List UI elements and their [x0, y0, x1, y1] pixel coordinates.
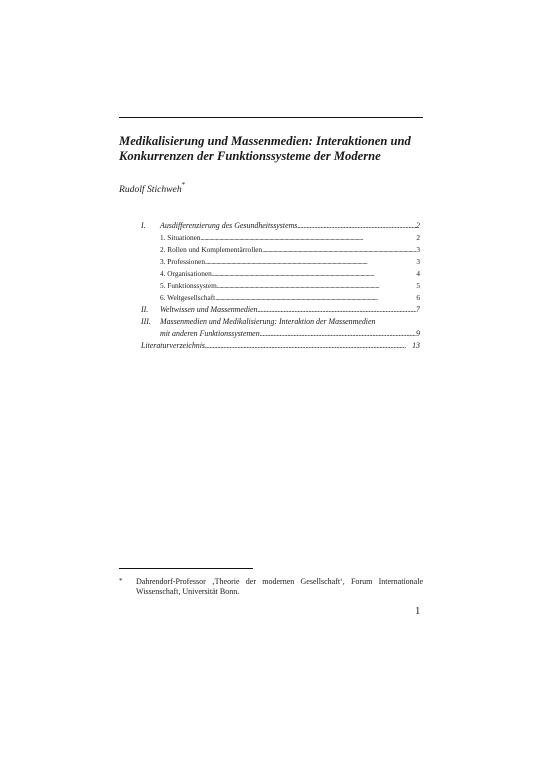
toc-entry-text: 5. Funktionssystem [160, 281, 217, 290]
toc-entry-number: I. [141, 221, 146, 230]
toc-entry-page: 4 [416, 269, 420, 278]
toc-entry-text: 3. Professionen [160, 257, 205, 266]
toc-entry-text: 1. Situationen [160, 233, 201, 242]
toc-entry-1-5[interactable] [141, 281, 420, 291]
footnote-text: Dahrendorf-Professor ‚Theorie der modernen Gesellschaft‘, Forum Internationale Wissenschaft, Universität Bonn. [136, 577, 423, 596]
toc-entry-1-3[interactable] [141, 257, 420, 267]
toc-leader-dots [257, 305, 416, 315]
toc-entry-text: 4. Organisationen [160, 269, 212, 278]
title-line-1: Medikalisierung und Massenmedien: Interaktionen und [119, 134, 411, 148]
toc-leader-dots [262, 245, 416, 255]
toc-entry-text: 6. Weltgesellschaft [160, 293, 216, 302]
toc-entry-page: 5 [416, 281, 420, 290]
footnote-rule [119, 568, 253, 569]
toc-entry-number: III. [141, 317, 151, 326]
toc-entry-number: II. [141, 305, 149, 314]
toc-entry-1-4[interactable] [141, 269, 420, 279]
page-number: 1 [415, 606, 421, 617]
toc-entry-page: 2 [416, 221, 420, 230]
toc-entry-text: Literaturverzeichnis [141, 341, 205, 350]
toc-entry-text: Ausdifferenzierung des Gesundheitssystems [160, 221, 298, 230]
author-name: Rudolf Stichweh [119, 184, 182, 196]
toc-entry-text: Massenmedien und Medikalisierung: Interaktion der Massenmedien [160, 317, 376, 326]
toc-leader-dots [297, 221, 416, 231]
toc-entry-3[interactable] [141, 317, 420, 327]
toc-entry-page: 9 [416, 329, 420, 338]
footnote-mark: * [119, 577, 123, 585]
toc-leader-dots [215, 293, 416, 303]
toc-entry-text: Weltwissen und Massenmedien [160, 305, 258, 314]
toc-leader-dots [201, 233, 417, 243]
top-rule [119, 117, 423, 118]
toc-entry-page: 13 [412, 341, 420, 350]
toc-entry-3-continuation[interactable] [160, 329, 420, 339]
toc-leader-dots [212, 269, 417, 279]
toc-entry-page: 3 [416, 257, 420, 266]
author-line [119, 182, 185, 195]
toc-leader-dots [260, 329, 416, 339]
toc-leader-dots [205, 341, 412, 351]
author-footnote-mark: * [181, 181, 186, 189]
toc-entry-1-1[interactable] [141, 233, 420, 243]
toc-entry-1-6[interactable] [141, 293, 420, 303]
toc-leader-dots [217, 281, 417, 291]
toc-entry-page: 7 [416, 305, 420, 314]
toc-entry-1-2[interactable] [141, 245, 420, 255]
toc-entry-page: 2 [416, 233, 420, 242]
toc-entry-2[interactable] [141, 305, 420, 315]
toc-entry-1[interactable] [141, 221, 420, 231]
title-line-2: Konkurrenzen der Funktionssysteme der Moderne [119, 149, 381, 163]
toc-entry-text: 2. Rollen und Komplementärrollen [160, 245, 263, 254]
toc-entry-bibliography[interactable] [141, 341, 420, 351]
document-title [119, 134, 429, 164]
toc-entry-page: 6 [416, 293, 420, 302]
toc-entry-page: 3 [416, 245, 420, 254]
toc-leader-dots [205, 257, 416, 267]
toc-entry-text-continued: mit anderen Funktionssystemen [160, 329, 260, 338]
